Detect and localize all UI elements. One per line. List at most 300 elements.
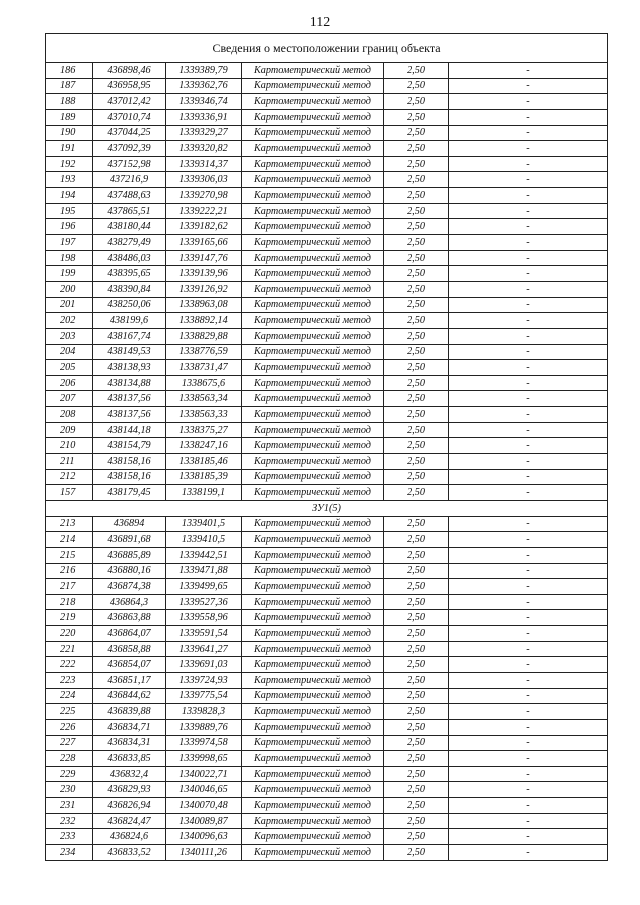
method-cell: Картометрический метод bbox=[242, 438, 384, 454]
table-row bbox=[46, 313, 608, 329]
table-row bbox=[46, 328, 608, 344]
method-cell: Картометрический метод bbox=[242, 109, 384, 125]
description-cell: - bbox=[449, 172, 608, 188]
table-row bbox=[46, 219, 608, 235]
accuracy-cell: 2,50 bbox=[384, 579, 449, 595]
point-number-cell: 225 bbox=[46, 704, 93, 720]
method-cell: Картометрический метод bbox=[242, 63, 384, 79]
coord-x-cell: 436894 bbox=[93, 516, 166, 532]
point-number-cell: 188 bbox=[46, 94, 93, 110]
method-cell: Картометрический метод bbox=[242, 641, 384, 657]
accuracy-cell: 2,50 bbox=[384, 438, 449, 454]
coord-x-cell: 438167,74 bbox=[93, 328, 166, 344]
accuracy-cell: 2,50 bbox=[384, 845, 449, 861]
accuracy-cell: 2,50 bbox=[384, 63, 449, 79]
coord-y-cell: 1338185,46 bbox=[166, 454, 242, 470]
point-number-cell: 191 bbox=[46, 141, 93, 157]
method-cell: Картометрический метод bbox=[242, 328, 384, 344]
coord-x-cell: 436891,68 bbox=[93, 532, 166, 548]
description-cell: - bbox=[449, 516, 608, 532]
coord-x-cell: 436874,38 bbox=[93, 579, 166, 595]
accuracy-cell: 2,50 bbox=[384, 360, 449, 376]
description-cell: - bbox=[449, 579, 608, 595]
coord-y-cell: 1338199,1 bbox=[166, 485, 242, 501]
coord-x-cell: 437216,9 bbox=[93, 172, 166, 188]
method-cell: Картометрический метод bbox=[242, 235, 384, 251]
point-number-cell: 213 bbox=[46, 516, 93, 532]
table-row bbox=[46, 626, 608, 642]
accuracy-cell: 2,50 bbox=[384, 125, 449, 141]
point-number-cell: 226 bbox=[46, 719, 93, 735]
point-number-cell: 207 bbox=[46, 391, 93, 407]
description-cell: - bbox=[449, 610, 608, 626]
table-row bbox=[46, 485, 608, 501]
method-cell: Картометрический метод bbox=[242, 407, 384, 423]
method-cell: Картометрический метод bbox=[242, 281, 384, 297]
coord-x-cell: 438154,79 bbox=[93, 438, 166, 454]
table-row bbox=[46, 813, 608, 829]
point-number-cell: 215 bbox=[46, 547, 93, 563]
coord-y-cell: 1338185,39 bbox=[166, 469, 242, 485]
description-cell: - bbox=[449, 563, 608, 579]
coord-x-cell: 436854,07 bbox=[93, 657, 166, 673]
method-cell: Картометрический метод bbox=[242, 798, 384, 814]
method-cell: Картометрический метод bbox=[242, 391, 384, 407]
description-cell: - bbox=[449, 391, 608, 407]
table-row bbox=[46, 469, 608, 485]
coord-x-cell: 438138,93 bbox=[93, 360, 166, 376]
point-number-cell: 217 bbox=[46, 579, 93, 595]
table-row bbox=[46, 422, 608, 438]
coord-y-cell: 1339889,76 bbox=[166, 719, 242, 735]
accuracy-cell: 2,50 bbox=[384, 610, 449, 626]
description-cell: - bbox=[449, 219, 608, 235]
description-cell: - bbox=[449, 594, 608, 610]
description-cell: - bbox=[449, 188, 608, 204]
method-cell: Картометрический метод bbox=[242, 751, 384, 767]
coord-y-cell: 1339775,54 bbox=[166, 688, 242, 704]
description-cell: - bbox=[449, 281, 608, 297]
coord-x-cell: 438199,6 bbox=[93, 313, 166, 329]
coord-x-cell: 436833,52 bbox=[93, 845, 166, 861]
accuracy-cell: 2,50 bbox=[384, 829, 449, 845]
coord-y-cell: 1339410,5 bbox=[166, 532, 242, 548]
description-cell: - bbox=[449, 313, 608, 329]
table-row bbox=[46, 94, 608, 110]
accuracy-cell: 2,50 bbox=[384, 751, 449, 767]
coord-y-cell: 1339499,65 bbox=[166, 579, 242, 595]
table-row bbox=[46, 719, 608, 735]
coord-x-cell: 436864,3 bbox=[93, 594, 166, 610]
description-cell: - bbox=[449, 798, 608, 814]
table-row bbox=[46, 641, 608, 657]
coord-x-cell: 437488,63 bbox=[93, 188, 166, 204]
method-cell: Картометрический метод bbox=[242, 344, 384, 360]
coord-x-cell: 437012,42 bbox=[93, 94, 166, 110]
description-cell: - bbox=[449, 297, 608, 313]
table-row bbox=[46, 250, 608, 266]
coord-x-cell: 436898,46 bbox=[93, 63, 166, 79]
description-cell: - bbox=[449, 751, 608, 767]
table-row bbox=[46, 735, 608, 751]
method-cell: Картометрический метод bbox=[242, 845, 384, 861]
description-cell: - bbox=[449, 94, 608, 110]
point-number-cell: 186 bbox=[46, 63, 93, 79]
point-number-cell: 157 bbox=[46, 485, 93, 501]
coord-x-cell: 436958,95 bbox=[93, 78, 166, 94]
coord-y-cell: 1338776,59 bbox=[166, 344, 242, 360]
coord-y-cell: 1339974,58 bbox=[166, 735, 242, 751]
accuracy-cell: 2,50 bbox=[384, 156, 449, 172]
description-cell: - bbox=[449, 485, 608, 501]
table-row bbox=[46, 125, 608, 141]
coord-x-cell: 438390,84 bbox=[93, 281, 166, 297]
accuracy-cell: 2,50 bbox=[384, 798, 449, 814]
table-row bbox=[46, 845, 608, 861]
point-number-cell: 210 bbox=[46, 438, 93, 454]
method-cell: Картометрический метод bbox=[242, 94, 384, 110]
method-cell: Картометрический метод bbox=[242, 579, 384, 595]
coord-y-cell: 1339442,51 bbox=[166, 547, 242, 563]
method-cell: Картометрический метод bbox=[242, 516, 384, 532]
point-number-cell: 192 bbox=[46, 156, 93, 172]
description-cell: - bbox=[449, 203, 608, 219]
point-number-cell: 223 bbox=[46, 672, 93, 688]
coord-y-cell: 1339401,5 bbox=[166, 516, 242, 532]
point-number-cell: 203 bbox=[46, 328, 93, 344]
coord-y-cell: 1339641,27 bbox=[166, 641, 242, 657]
accuracy-cell: 2,50 bbox=[384, 235, 449, 251]
accuracy-cell: 2,50 bbox=[384, 735, 449, 751]
coord-x-cell: 438137,56 bbox=[93, 407, 166, 423]
method-cell: Картометрический метод bbox=[242, 313, 384, 329]
method-cell: Картометрический метод bbox=[242, 156, 384, 172]
method-cell: Картометрический метод bbox=[242, 203, 384, 219]
point-number-cell: 232 bbox=[46, 813, 93, 829]
accuracy-cell: 2,50 bbox=[384, 297, 449, 313]
coord-y-cell: 1338247,16 bbox=[166, 438, 242, 454]
accuracy-cell: 2,50 bbox=[384, 672, 449, 688]
table-row bbox=[46, 579, 608, 595]
coord-y-cell: 1338675,6 bbox=[166, 375, 242, 391]
coord-x-cell: 438180,44 bbox=[93, 219, 166, 235]
point-number-cell: 209 bbox=[46, 422, 93, 438]
accuracy-cell: 2,50 bbox=[384, 422, 449, 438]
point-number-cell: 234 bbox=[46, 845, 93, 861]
method-cell: Картометрический метод bbox=[242, 672, 384, 688]
table-row bbox=[46, 798, 608, 814]
accuracy-cell: 2,50 bbox=[384, 813, 449, 829]
description-cell: - bbox=[449, 156, 608, 172]
method-cell: Картометрический метод bbox=[242, 219, 384, 235]
method-cell: Картометрический метод bbox=[242, 563, 384, 579]
description-cell: - bbox=[449, 63, 608, 79]
point-number-cell: 233 bbox=[46, 829, 93, 845]
coord-y-cell: 1338892,14 bbox=[166, 313, 242, 329]
description-cell: - bbox=[449, 360, 608, 376]
description-cell: - bbox=[449, 626, 608, 642]
table-row bbox=[46, 829, 608, 845]
description-cell: - bbox=[449, 454, 608, 470]
accuracy-cell: 2,50 bbox=[384, 485, 449, 501]
method-cell: Картометрический метод bbox=[242, 250, 384, 266]
accuracy-cell: 2,50 bbox=[384, 469, 449, 485]
method-cell: Картометрический метод bbox=[242, 485, 384, 501]
point-number-cell: 195 bbox=[46, 203, 93, 219]
point-number-cell: 196 bbox=[46, 219, 93, 235]
accuracy-cell: 2,50 bbox=[384, 657, 449, 673]
coord-x-cell: 438395,65 bbox=[93, 266, 166, 282]
point-number-cell: 231 bbox=[46, 798, 93, 814]
accuracy-cell: 2,50 bbox=[384, 688, 449, 704]
table-row bbox=[46, 454, 608, 470]
table-row bbox=[46, 266, 608, 282]
method-cell: Картометрический метод bbox=[242, 78, 384, 94]
coord-x-cell: 436833,85 bbox=[93, 751, 166, 767]
point-number-cell: 194 bbox=[46, 188, 93, 204]
description-cell: - bbox=[449, 266, 608, 282]
table-row bbox=[46, 344, 608, 360]
table-row bbox=[46, 563, 608, 579]
coord-y-cell: 1340111,26 bbox=[166, 845, 242, 861]
point-number-cell: 211 bbox=[46, 454, 93, 470]
table-row bbox=[46, 78, 608, 94]
point-number-cell: 206 bbox=[46, 375, 93, 391]
description-cell: - bbox=[449, 829, 608, 845]
accuracy-cell: 2,50 bbox=[384, 203, 449, 219]
description-cell: - bbox=[449, 250, 608, 266]
accuracy-cell: 2,50 bbox=[384, 594, 449, 610]
coord-y-cell: 1338375,27 bbox=[166, 422, 242, 438]
method-cell: Картометрический метод bbox=[242, 422, 384, 438]
point-number-cell: 202 bbox=[46, 313, 93, 329]
coord-x-cell: 436839,88 bbox=[93, 704, 166, 720]
accuracy-cell: 2,50 bbox=[384, 563, 449, 579]
coord-y-cell: 1339139,96 bbox=[166, 266, 242, 282]
table-row bbox=[46, 704, 608, 720]
method-cell: Картометрический метод bbox=[242, 454, 384, 470]
group-label: ЗУ1(5) bbox=[46, 500, 608, 516]
coord-y-cell: 1339222,21 bbox=[166, 203, 242, 219]
description-cell: - bbox=[449, 641, 608, 657]
method-cell: Картометрический метод bbox=[242, 547, 384, 563]
coord-y-cell: 1339471,88 bbox=[166, 563, 242, 579]
description-cell: - bbox=[449, 141, 608, 157]
accuracy-cell: 2,50 bbox=[384, 782, 449, 798]
description-cell: - bbox=[449, 688, 608, 704]
coord-y-cell: 1339270,98 bbox=[166, 188, 242, 204]
coord-y-cell: 1338563,33 bbox=[166, 407, 242, 423]
accuracy-cell: 2,50 bbox=[384, 141, 449, 157]
method-cell: Картометрический метод bbox=[242, 766, 384, 782]
table-row bbox=[46, 375, 608, 391]
coord-x-cell: 436851,17 bbox=[93, 672, 166, 688]
coord-x-cell: 436824,47 bbox=[93, 813, 166, 829]
coord-y-cell: 1338829,88 bbox=[166, 328, 242, 344]
accuracy-cell: 2,50 bbox=[384, 109, 449, 125]
point-number-cell: 228 bbox=[46, 751, 93, 767]
accuracy-cell: 2,50 bbox=[384, 250, 449, 266]
coord-x-cell: 438486,03 bbox=[93, 250, 166, 266]
table-row bbox=[46, 141, 608, 157]
point-number-cell: 198 bbox=[46, 250, 93, 266]
coord-x-cell: 437865,51 bbox=[93, 203, 166, 219]
description-cell: - bbox=[449, 407, 608, 423]
coord-x-cell: 437092,39 bbox=[93, 141, 166, 157]
coord-y-cell: 1339346,74 bbox=[166, 94, 242, 110]
description-cell: - bbox=[449, 813, 608, 829]
point-number-cell: 219 bbox=[46, 610, 93, 626]
description-cell: - bbox=[449, 532, 608, 548]
table-row bbox=[46, 297, 608, 313]
coord-y-cell: 1338963,08 bbox=[166, 297, 242, 313]
table-row bbox=[46, 610, 608, 626]
table-row bbox=[46, 594, 608, 610]
coord-x-cell: 436880,16 bbox=[93, 563, 166, 579]
point-number-cell: 190 bbox=[46, 125, 93, 141]
coord-y-cell: 1339828,3 bbox=[166, 704, 242, 720]
description-cell: - bbox=[449, 109, 608, 125]
table-row bbox=[46, 188, 608, 204]
coord-x-cell: 438134,88 bbox=[93, 375, 166, 391]
table-row bbox=[46, 63, 608, 79]
accuracy-cell: 2,50 bbox=[384, 547, 449, 563]
point-number-cell: 193 bbox=[46, 172, 93, 188]
description-cell: - bbox=[449, 845, 608, 861]
table-row bbox=[46, 407, 608, 423]
accuracy-cell: 2,50 bbox=[384, 328, 449, 344]
point-number-cell: 212 bbox=[46, 469, 93, 485]
accuracy-cell: 2,50 bbox=[384, 532, 449, 548]
coord-x-cell: 436826,94 bbox=[93, 798, 166, 814]
group-header-row bbox=[46, 500, 608, 516]
coord-x-cell: 436824,6 bbox=[93, 829, 166, 845]
point-number-cell: 205 bbox=[46, 360, 93, 376]
coord-y-cell: 1340070,48 bbox=[166, 798, 242, 814]
point-number-cell: 224 bbox=[46, 688, 93, 704]
coord-y-cell: 1339691,03 bbox=[166, 657, 242, 673]
point-number-cell: 187 bbox=[46, 78, 93, 94]
method-cell: Картометрический метод bbox=[242, 469, 384, 485]
table-row bbox=[46, 281, 608, 297]
accuracy-cell: 2,50 bbox=[384, 641, 449, 657]
table-row bbox=[46, 688, 608, 704]
method-cell: Картометрический метод bbox=[242, 360, 384, 376]
accuracy-cell: 2,50 bbox=[384, 188, 449, 204]
accuracy-cell: 2,50 bbox=[384, 766, 449, 782]
table-title: Сведения о местоположении границ объекта bbox=[46, 34, 608, 63]
method-cell: Картометрический метод bbox=[242, 829, 384, 845]
accuracy-cell: 2,50 bbox=[384, 219, 449, 235]
table-row bbox=[46, 360, 608, 376]
coord-x-cell: 436844,62 bbox=[93, 688, 166, 704]
method-cell: Картометрический метод bbox=[242, 188, 384, 204]
description-cell: - bbox=[449, 422, 608, 438]
method-cell: Картометрический метод bbox=[242, 141, 384, 157]
point-number-cell: 208 bbox=[46, 407, 93, 423]
method-cell: Картометрический метод bbox=[242, 610, 384, 626]
coord-y-cell: 1338563,34 bbox=[166, 391, 242, 407]
coord-x-cell: 438158,16 bbox=[93, 454, 166, 470]
table-row bbox=[46, 391, 608, 407]
coord-x-cell: 436832,4 bbox=[93, 766, 166, 782]
method-cell: Картометрический метод bbox=[242, 719, 384, 735]
table-row bbox=[46, 203, 608, 219]
point-number-cell: 214 bbox=[46, 532, 93, 548]
description-cell: - bbox=[449, 344, 608, 360]
point-number-cell: 201 bbox=[46, 297, 93, 313]
coord-x-cell: 436864,07 bbox=[93, 626, 166, 642]
description-cell: - bbox=[449, 125, 608, 141]
coord-y-cell: 1339306,03 bbox=[166, 172, 242, 188]
method-cell: Картометрический метод bbox=[242, 813, 384, 829]
table-row bbox=[46, 751, 608, 767]
accuracy-cell: 2,50 bbox=[384, 266, 449, 282]
coord-y-cell: 1339314,37 bbox=[166, 156, 242, 172]
description-cell: - bbox=[449, 657, 608, 673]
coord-y-cell: 1340089,87 bbox=[166, 813, 242, 829]
accuracy-cell: 2,50 bbox=[384, 626, 449, 642]
method-cell: Картометрический метод bbox=[242, 735, 384, 751]
coord-x-cell: 436834,31 bbox=[93, 735, 166, 751]
coord-x-cell: 437010,74 bbox=[93, 109, 166, 125]
accuracy-cell: 2,50 bbox=[384, 78, 449, 94]
point-number-cell: 204 bbox=[46, 344, 93, 360]
table-row bbox=[46, 438, 608, 454]
table-row bbox=[46, 657, 608, 673]
coord-y-cell: 1340046,65 bbox=[166, 782, 242, 798]
method-cell: Картометрический метод bbox=[242, 172, 384, 188]
point-number-cell: 218 bbox=[46, 594, 93, 610]
point-number-cell: 222 bbox=[46, 657, 93, 673]
point-number-cell: 229 bbox=[46, 766, 93, 782]
description-cell: - bbox=[449, 469, 608, 485]
coord-x-cell: 438158,16 bbox=[93, 469, 166, 485]
table-title-row bbox=[46, 34, 608, 63]
coord-y-cell: 1339527,36 bbox=[166, 594, 242, 610]
coord-x-cell: 438137,56 bbox=[93, 391, 166, 407]
description-cell: - bbox=[449, 547, 608, 563]
accuracy-cell: 2,50 bbox=[384, 704, 449, 720]
accuracy-cell: 2,50 bbox=[384, 454, 449, 470]
table-row bbox=[46, 766, 608, 782]
method-cell: Картометрический метод bbox=[242, 266, 384, 282]
method-cell: Картометрический метод bbox=[242, 125, 384, 141]
coord-x-cell: 438250,06 bbox=[93, 297, 166, 313]
coord-x-cell: 436834,71 bbox=[93, 719, 166, 735]
accuracy-cell: 2,50 bbox=[384, 281, 449, 297]
description-cell: - bbox=[449, 328, 608, 344]
point-number-cell: 220 bbox=[46, 626, 93, 642]
point-number-cell: 216 bbox=[46, 563, 93, 579]
coord-x-cell: 438279,49 bbox=[93, 235, 166, 251]
method-cell: Картометрический метод bbox=[242, 626, 384, 642]
accuracy-cell: 2,50 bbox=[384, 391, 449, 407]
coord-y-cell: 1338731,47 bbox=[166, 360, 242, 376]
description-cell: - bbox=[449, 78, 608, 94]
point-number-cell: 199 bbox=[46, 266, 93, 282]
description-cell: - bbox=[449, 719, 608, 735]
accuracy-cell: 2,50 bbox=[384, 94, 449, 110]
method-cell: Картометрический метод bbox=[242, 532, 384, 548]
coord-y-cell: 1339724,93 bbox=[166, 672, 242, 688]
description-cell: - bbox=[449, 782, 608, 798]
table-row bbox=[46, 782, 608, 798]
coord-y-cell: 1339147,76 bbox=[166, 250, 242, 266]
coord-y-cell: 1339998,65 bbox=[166, 751, 242, 767]
coord-y-cell: 1339591,54 bbox=[166, 626, 242, 642]
coord-x-cell: 436858,88 bbox=[93, 641, 166, 657]
